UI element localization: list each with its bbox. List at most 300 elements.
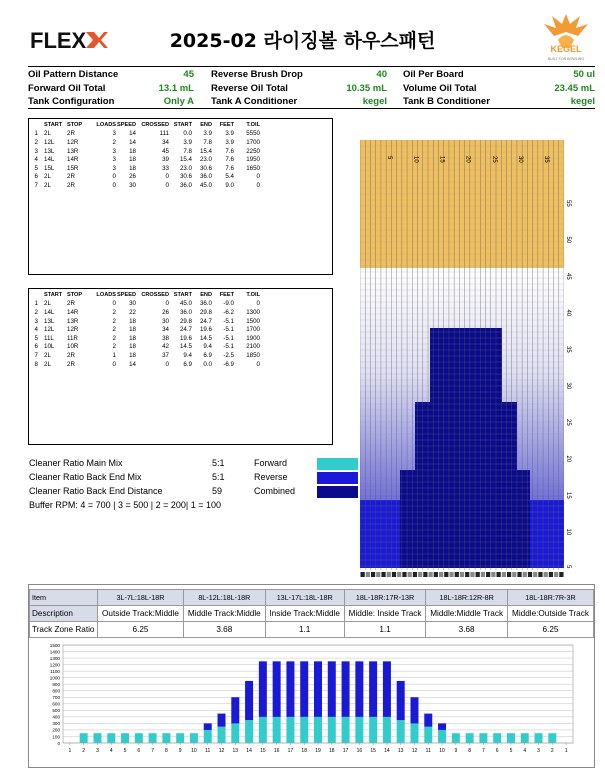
table-row xyxy=(29,138,332,147)
table-cell: 29.8 xyxy=(199,308,212,316)
table-cell: 13L xyxy=(44,147,55,155)
distance-marker: 20 xyxy=(565,455,571,463)
table-cell: 2R xyxy=(67,351,75,359)
table-cell: 2R xyxy=(67,300,75,308)
foul-marker xyxy=(497,572,501,577)
info-row xyxy=(28,67,595,81)
foul-marker xyxy=(429,572,433,577)
table-cell: 18 xyxy=(129,326,136,334)
bar-forward xyxy=(410,723,418,743)
table-cell: 0 xyxy=(112,181,116,189)
table-cell: 14 xyxy=(129,138,136,146)
table-row xyxy=(29,173,332,182)
y-tick-label: 1200 xyxy=(49,662,60,668)
x-tick-label: 6 xyxy=(495,748,499,754)
zone-item: 18L-18R:17R-13R xyxy=(344,590,426,606)
info-label: Oil Per Board xyxy=(403,68,464,80)
bar-forward xyxy=(121,733,129,743)
x-tick-label: 8 xyxy=(468,748,472,754)
foul-marker xyxy=(554,572,558,577)
top-marker: 5 xyxy=(386,156,393,160)
bar-forward xyxy=(355,717,363,743)
bar-forward xyxy=(204,730,212,743)
table-cell: 36.0 xyxy=(199,173,212,181)
bar-forward xyxy=(493,733,501,743)
bar-reverse xyxy=(286,661,294,717)
table-cell: 0 xyxy=(256,300,260,308)
zone-description: Outside Track:Middle xyxy=(98,606,184,622)
column-header: END xyxy=(200,292,212,299)
bar-forward xyxy=(535,733,543,743)
info-value: Only A xyxy=(163,96,194,107)
table-cell: 1 xyxy=(34,130,38,138)
bar-reverse xyxy=(355,661,363,717)
table-row xyxy=(29,343,332,352)
table-cell: 29.8 xyxy=(179,317,192,325)
track-zone-table xyxy=(29,589,594,638)
table-cell: 2L xyxy=(44,351,51,359)
table-cell: 2L xyxy=(44,130,51,138)
table-cell: 19.6 xyxy=(179,334,192,342)
foul-marker xyxy=(549,572,553,577)
bar-forward xyxy=(397,720,405,743)
bar-reverse xyxy=(397,681,405,720)
table-cell: 0 xyxy=(112,173,116,181)
table-cell: 2R xyxy=(67,360,75,368)
x-tick-label: 4 xyxy=(109,748,113,754)
zone-description: Middle:Middle Track xyxy=(426,606,508,622)
bar-reverse xyxy=(424,714,432,727)
table-cell: -5.1 xyxy=(223,334,234,342)
table-cell: 2 xyxy=(34,308,38,316)
info-label: Oil Pattern Distance xyxy=(28,68,119,80)
info-label: Tank Configuration xyxy=(28,96,115,107)
table-cell: -2.5 xyxy=(223,351,234,359)
x-tick-label: 7 xyxy=(482,748,485,754)
table-cell: 13R xyxy=(67,317,79,325)
table-cell: 26 xyxy=(129,173,136,181)
table-cell: 5.4 xyxy=(225,173,234,181)
x-tick-label: 9 xyxy=(178,748,182,754)
foul-marker xyxy=(528,572,532,577)
table-cell: 1 xyxy=(112,351,116,359)
table-cell: 14L xyxy=(44,308,55,316)
table-cell: 11R xyxy=(67,334,78,342)
table-cell: 0 xyxy=(165,181,169,189)
table-header xyxy=(29,121,332,130)
distance-marker: 50 xyxy=(565,236,571,244)
distance-marker: 5 xyxy=(565,565,571,569)
y-tick-label: 600 xyxy=(52,701,60,707)
y-tick-label: 700 xyxy=(52,695,60,701)
table-cell: 0 xyxy=(165,173,169,181)
info-row xyxy=(28,81,595,95)
info-label: Volume Oil Total xyxy=(403,82,477,94)
table-cell: 14 xyxy=(129,130,136,138)
info-value: 40 xyxy=(376,68,387,80)
zone-desc-row xyxy=(30,606,594,622)
table-cell: -6.9 xyxy=(223,360,234,368)
table-cell: 1650 xyxy=(246,164,260,172)
cleaner-label: Cleaner Ratio Main Mix xyxy=(29,458,123,468)
kegel-logo xyxy=(540,10,592,66)
zone-item: 13L-17L:18L-18R xyxy=(265,590,344,606)
page-title: 2025-02 라이징볼 하우스패턴 xyxy=(169,30,436,52)
column-header: SPEED xyxy=(117,122,136,129)
table-cell: 6 xyxy=(34,343,38,351)
zone-description: Middle Track:Middle xyxy=(184,606,266,622)
bar-reverse xyxy=(383,661,391,717)
cleaner-label: Cleaner Ratio Back End Mix xyxy=(29,472,142,482)
table-cell: 3.9 xyxy=(225,130,234,138)
column-header: START xyxy=(44,292,63,299)
foul-marker xyxy=(439,572,443,577)
x-tick-label: 3 xyxy=(537,748,540,754)
foul-marker xyxy=(465,572,469,577)
distance-marker: 40 xyxy=(565,309,571,317)
bar-reverse xyxy=(245,681,253,720)
table-cell: 10R xyxy=(67,343,79,351)
table-cell: 12R xyxy=(67,326,79,334)
table-cell: 5550 xyxy=(246,130,260,138)
table-cell: 1 xyxy=(34,300,38,308)
table-cell: 5 xyxy=(34,164,38,172)
info-value: 50 ul xyxy=(573,68,595,80)
column-header: T.OIL xyxy=(246,292,260,299)
bar-forward xyxy=(245,720,253,743)
y-tick-label: 1500 xyxy=(49,642,60,648)
x-tick-label: 10 xyxy=(439,748,445,754)
table-cell: 3.9 xyxy=(183,138,192,146)
zone-ratio: 6.25 xyxy=(98,622,184,638)
info-label: Forward Oil Total xyxy=(28,82,106,94)
table-cell: 11L xyxy=(44,334,54,342)
table-cell: 3 xyxy=(112,164,116,172)
table-cell: 0 xyxy=(256,360,260,368)
table-cell: 2 xyxy=(112,326,116,334)
column-header: STOP xyxy=(67,122,83,129)
table-cell: 2 xyxy=(112,317,116,325)
x-tick-label: 2 xyxy=(82,748,86,754)
column-header: SPEED xyxy=(117,292,136,299)
bar-forward xyxy=(466,733,474,743)
info-value: kegel xyxy=(362,96,387,107)
x-tick-label: 18 xyxy=(301,748,307,754)
table-cell: 22 xyxy=(129,308,136,316)
table-cell: -9.0 xyxy=(223,300,234,308)
table-cell: 45.0 xyxy=(199,181,212,189)
bar-forward xyxy=(149,733,157,743)
column-header: T.OIL xyxy=(246,122,260,129)
table-cell: 5 xyxy=(34,334,38,342)
x-tick-label: 1 xyxy=(68,748,72,754)
info-value: 45 xyxy=(183,68,194,80)
table-row xyxy=(29,147,332,156)
bar-forward xyxy=(300,717,308,743)
table-row xyxy=(29,300,332,309)
table-row xyxy=(29,317,332,326)
y-tick-label: 100 xyxy=(52,734,60,740)
column-header: END xyxy=(200,122,212,129)
table-cell: 3.9 xyxy=(225,138,234,146)
x-tick-label: 1 xyxy=(564,748,568,754)
column-header: LOADS xyxy=(96,122,116,129)
foul-marker xyxy=(376,572,380,577)
table-cell: 9.4 xyxy=(183,351,192,359)
table-cell: 2 xyxy=(34,138,38,146)
table-cell: 15R xyxy=(67,164,79,172)
zone-item: 18L-18R:7R-3R xyxy=(507,590,593,606)
table-cell: 18 xyxy=(129,156,136,164)
zone-ratio: 3.68 xyxy=(184,622,266,638)
foul-marker xyxy=(460,572,464,577)
table-cell: 36.0 xyxy=(199,300,212,308)
table-cell: 18 xyxy=(129,351,136,359)
x-tick-label: 5 xyxy=(509,748,513,754)
zone-ratio: 3.68 xyxy=(426,622,508,638)
column-header: START xyxy=(173,292,192,299)
table-cell: 9.4 xyxy=(203,343,212,351)
table-cell: 7 xyxy=(34,351,38,359)
table-cell: 6.9 xyxy=(183,360,192,368)
table-cell: 33 xyxy=(162,164,169,172)
bar-forward xyxy=(328,717,336,743)
table-cell: 45.0 xyxy=(179,300,192,308)
table-cell: 15.4 xyxy=(199,147,212,155)
info-row xyxy=(28,95,595,109)
table-cell: -5.1 xyxy=(223,343,234,351)
table-cell: 26 xyxy=(162,308,169,316)
foul-marker xyxy=(455,572,459,577)
foul-marker xyxy=(371,572,375,577)
distance-marker: 45 xyxy=(565,273,571,280)
bar-forward xyxy=(479,733,487,743)
bar-reverse xyxy=(314,661,322,717)
table-cell: 2R xyxy=(67,181,75,189)
table-cell: 0 xyxy=(256,173,260,181)
oil-bar-chart xyxy=(37,641,582,763)
table-cell: 0 xyxy=(165,360,169,368)
x-tick-label: 15 xyxy=(260,748,266,754)
table-cell: 2L xyxy=(44,360,51,368)
table-row xyxy=(29,360,332,369)
table-row xyxy=(29,308,332,317)
x-tick-label: 2 xyxy=(550,748,554,754)
foul-marker xyxy=(517,572,521,577)
bar-forward xyxy=(314,717,322,743)
zone-description: Middle: Inside Track xyxy=(344,606,426,622)
foul-marker xyxy=(544,572,548,577)
track-zone-panel xyxy=(28,584,595,768)
table-cell: -6.2 xyxy=(223,308,234,316)
x-tick-label: 3 xyxy=(96,748,99,754)
bar-forward xyxy=(80,733,88,743)
x-tick-label: 12 xyxy=(218,748,225,754)
foul-marker xyxy=(476,572,480,577)
table-cell: 2 xyxy=(112,138,116,146)
foul-marker xyxy=(392,572,396,577)
table-cell: 10L xyxy=(44,343,55,351)
zone-description: Inside Track:Middle xyxy=(265,606,344,622)
table-cell: 36.0 xyxy=(179,181,192,189)
column-header: FEET xyxy=(219,292,234,299)
x-tick-label: 4 xyxy=(523,748,527,754)
table-cell: -5.1 xyxy=(223,326,234,334)
forward-table xyxy=(28,118,333,275)
foul-marker xyxy=(507,572,511,577)
table-cell: 2250 xyxy=(246,147,260,155)
table-cell: 8 xyxy=(34,360,38,368)
top-marker: 30 xyxy=(516,156,523,163)
table-cell: 4 xyxy=(34,326,38,334)
table-cell: 1850 xyxy=(246,351,260,359)
table-cell: 30 xyxy=(162,317,169,325)
y-tick-label: 0 xyxy=(57,740,60,746)
table-cell: 0 xyxy=(112,300,116,308)
table-cell: -5.1 xyxy=(223,317,234,325)
table-cell: 34 xyxy=(162,326,169,334)
y-tick-label: 800 xyxy=(52,688,60,694)
table-cell: 30.6 xyxy=(179,173,192,181)
foul-marker xyxy=(434,572,438,577)
table-cell: 1500 xyxy=(246,317,260,325)
table-cell: 7.6 xyxy=(225,156,234,164)
bar-forward xyxy=(342,717,350,743)
table-cell: 12L xyxy=(44,326,55,334)
bar-forward xyxy=(273,717,281,743)
table-cell: 14 xyxy=(129,360,136,368)
table-cell: 2L xyxy=(44,173,51,181)
x-tick-label: 8 xyxy=(164,748,168,754)
bar-forward xyxy=(93,733,101,743)
x-tick-label: 13 xyxy=(397,748,404,754)
column-header: FEET xyxy=(219,122,234,129)
legend-label: Combined xyxy=(254,486,296,496)
oil-center-widest xyxy=(400,470,530,568)
y-tick-label: 200 xyxy=(52,727,60,733)
x-tick-label: 14 xyxy=(246,748,252,754)
foul-marker xyxy=(423,572,427,577)
bar-forward xyxy=(369,717,377,743)
table-row xyxy=(29,325,332,334)
table-cell: 9.0 xyxy=(225,181,234,189)
column-header: LOADS xyxy=(96,292,116,299)
table-cell: 1700 xyxy=(246,326,260,334)
foul-marker xyxy=(397,572,401,577)
y-tick-label: 1000 xyxy=(49,675,60,681)
bar-reverse xyxy=(273,661,281,717)
table-cell: 39 xyxy=(162,156,169,164)
table-cell: 30 xyxy=(129,181,136,189)
x-tick-label: 6 xyxy=(137,748,141,754)
foul-marker xyxy=(408,572,412,577)
top-marker: 15 xyxy=(438,156,445,163)
table-row xyxy=(29,164,332,173)
buffer-rpm-text: Buffer RPM: 4 = 700 | 3 = 500 | 2 = 200| 1 = 100 xyxy=(29,500,221,510)
table-cell: 30.6 xyxy=(199,164,212,172)
table-cell: 7.6 xyxy=(225,147,234,155)
info-label: Reverse Brush Drop xyxy=(211,68,303,80)
table-cell: 15.4 xyxy=(179,156,192,164)
zone-row-label: Track Zone Ratio xyxy=(30,622,98,638)
table-cell: 2 xyxy=(112,343,116,351)
column-header: START xyxy=(173,122,192,129)
table-cell: 36.0 xyxy=(179,308,192,316)
top-marker: 25 xyxy=(490,156,497,163)
foul-marker xyxy=(491,572,495,577)
y-tick-label: 300 xyxy=(52,721,60,727)
bar-forward xyxy=(438,730,446,743)
table-cell: 0.0 xyxy=(203,360,212,368)
table-cell: 0.0 xyxy=(183,130,192,138)
table-cell: 7.6 xyxy=(225,164,234,172)
foul-marker xyxy=(387,572,391,577)
bar-reverse xyxy=(300,661,308,717)
table-cell: 24.7 xyxy=(179,326,192,334)
foul-marker xyxy=(481,572,485,577)
table-header xyxy=(29,291,332,300)
x-tick-label: 7 xyxy=(151,748,154,754)
column-header: CROSSED xyxy=(141,292,169,299)
table-cell: 42 xyxy=(162,343,169,351)
table-row xyxy=(29,181,332,190)
bar-forward xyxy=(424,727,432,743)
x-tick-label: 16 xyxy=(273,748,280,754)
bar-forward xyxy=(452,733,460,743)
pattern-info xyxy=(28,66,595,109)
bar-reverse xyxy=(328,661,336,717)
distance-marker: 55 xyxy=(565,200,571,207)
table-cell: 12R xyxy=(67,138,79,146)
legend-swatch xyxy=(317,472,358,484)
table-cell: 3 xyxy=(112,130,116,138)
foul-marker xyxy=(402,572,406,577)
lane-graph xyxy=(360,140,574,578)
table-cell: 18 xyxy=(129,164,136,172)
distance-marker: 15 xyxy=(565,492,571,499)
info-value: 13.1 mL xyxy=(158,82,194,94)
foul-marker xyxy=(361,572,365,577)
info-label: Tank A Conditioner xyxy=(211,96,298,107)
table-cell: 23.0 xyxy=(179,164,192,172)
table-cell: 15L xyxy=(44,164,55,172)
table-cell: 24.7 xyxy=(199,317,212,325)
column-header: STOP xyxy=(67,292,83,299)
x-tick-label: 14 xyxy=(384,748,390,754)
cleaner-value: 5:1 xyxy=(212,472,225,482)
x-tick-label: 12 xyxy=(411,748,418,754)
y-tick-label: 1400 xyxy=(49,649,60,655)
bar-forward xyxy=(521,733,529,743)
bar-forward xyxy=(548,733,556,743)
bar-reverse xyxy=(231,697,239,723)
bar-forward xyxy=(135,733,143,743)
table-cell: 14.5 xyxy=(199,334,212,342)
bar-reverse xyxy=(369,661,377,717)
bar-forward xyxy=(259,717,267,743)
table-cell: 1900 xyxy=(246,334,260,342)
top-marker: 35 xyxy=(543,156,550,163)
table-cell: 34 xyxy=(162,138,169,146)
foul-marker xyxy=(533,572,537,577)
foul-marker xyxy=(449,572,453,577)
table-cell: 38 xyxy=(162,334,169,342)
table-cell: 14L xyxy=(44,156,55,164)
table-cell: 45 xyxy=(162,147,169,155)
table-cell: 2L xyxy=(44,181,51,189)
bar-forward xyxy=(218,727,226,743)
x-tick-label: 17 xyxy=(342,748,349,754)
